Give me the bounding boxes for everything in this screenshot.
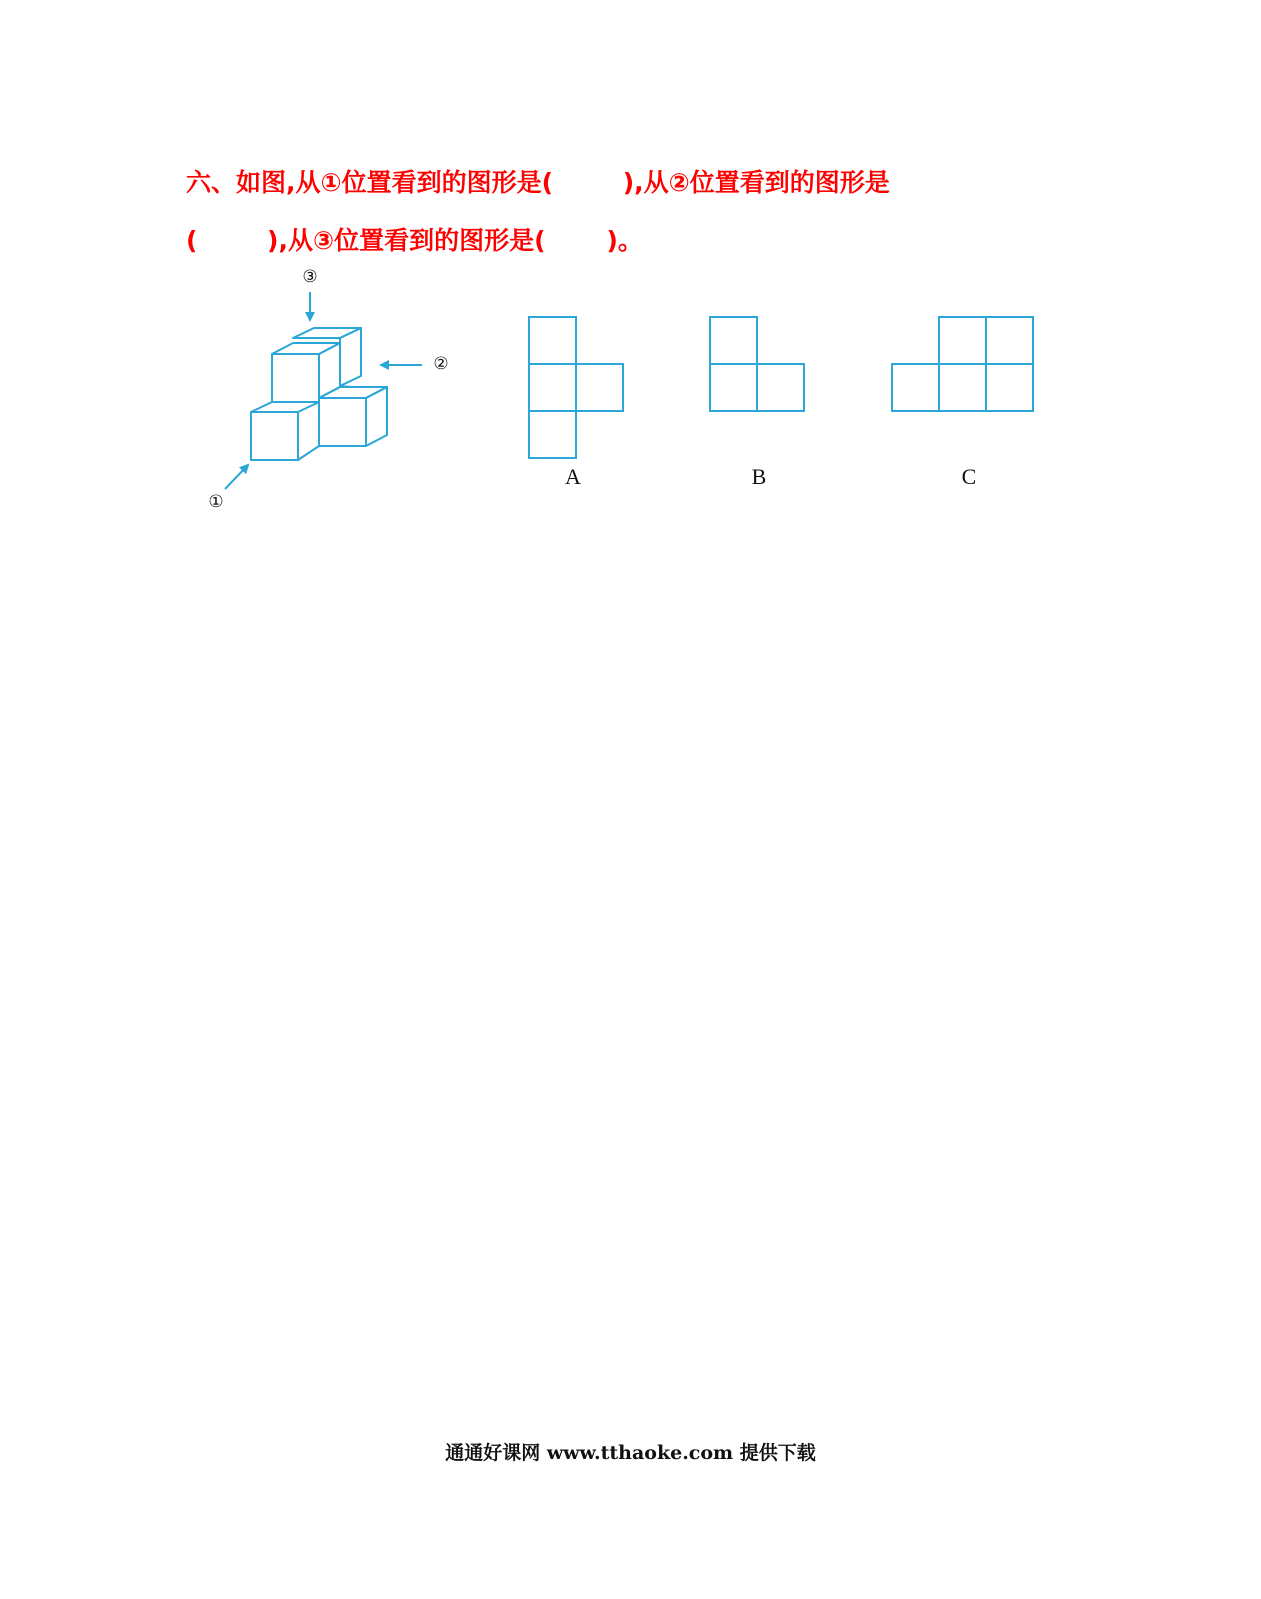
figure-area: [0, 0, 1261, 600]
cube-stack: [251, 328, 387, 460]
option-b-label: B: [751, 464, 767, 489]
question-line-2: ( ),从③位置看到的图形是( )。: [186, 226, 643, 255]
option-a-shape: [529, 317, 623, 458]
arrow-front: [225, 465, 248, 489]
option-c-label: C: [961, 464, 977, 489]
option-b-shape: [710, 317, 804, 411]
cube-bottom-front: [251, 402, 319, 460]
view-marker-side: ②: [433, 354, 449, 374]
cube-top-front: [272, 343, 340, 402]
option-c-shape: [892, 317, 1033, 411]
view-marker-front: ①: [208, 492, 224, 512]
option-a-label: A: [565, 464, 581, 489]
cube-top-back: [293, 328, 361, 387]
footer-credit: 通通好课网 www.tthaoke.com 提供下载: [445, 1442, 816, 1464]
cube-bottom-right: [298, 387, 387, 460]
question-line-1: 六、如图,从①位置看到的图形是( ),从②位置看到的图形是: [186, 168, 890, 197]
view-marker-top: ③: [302, 267, 318, 287]
